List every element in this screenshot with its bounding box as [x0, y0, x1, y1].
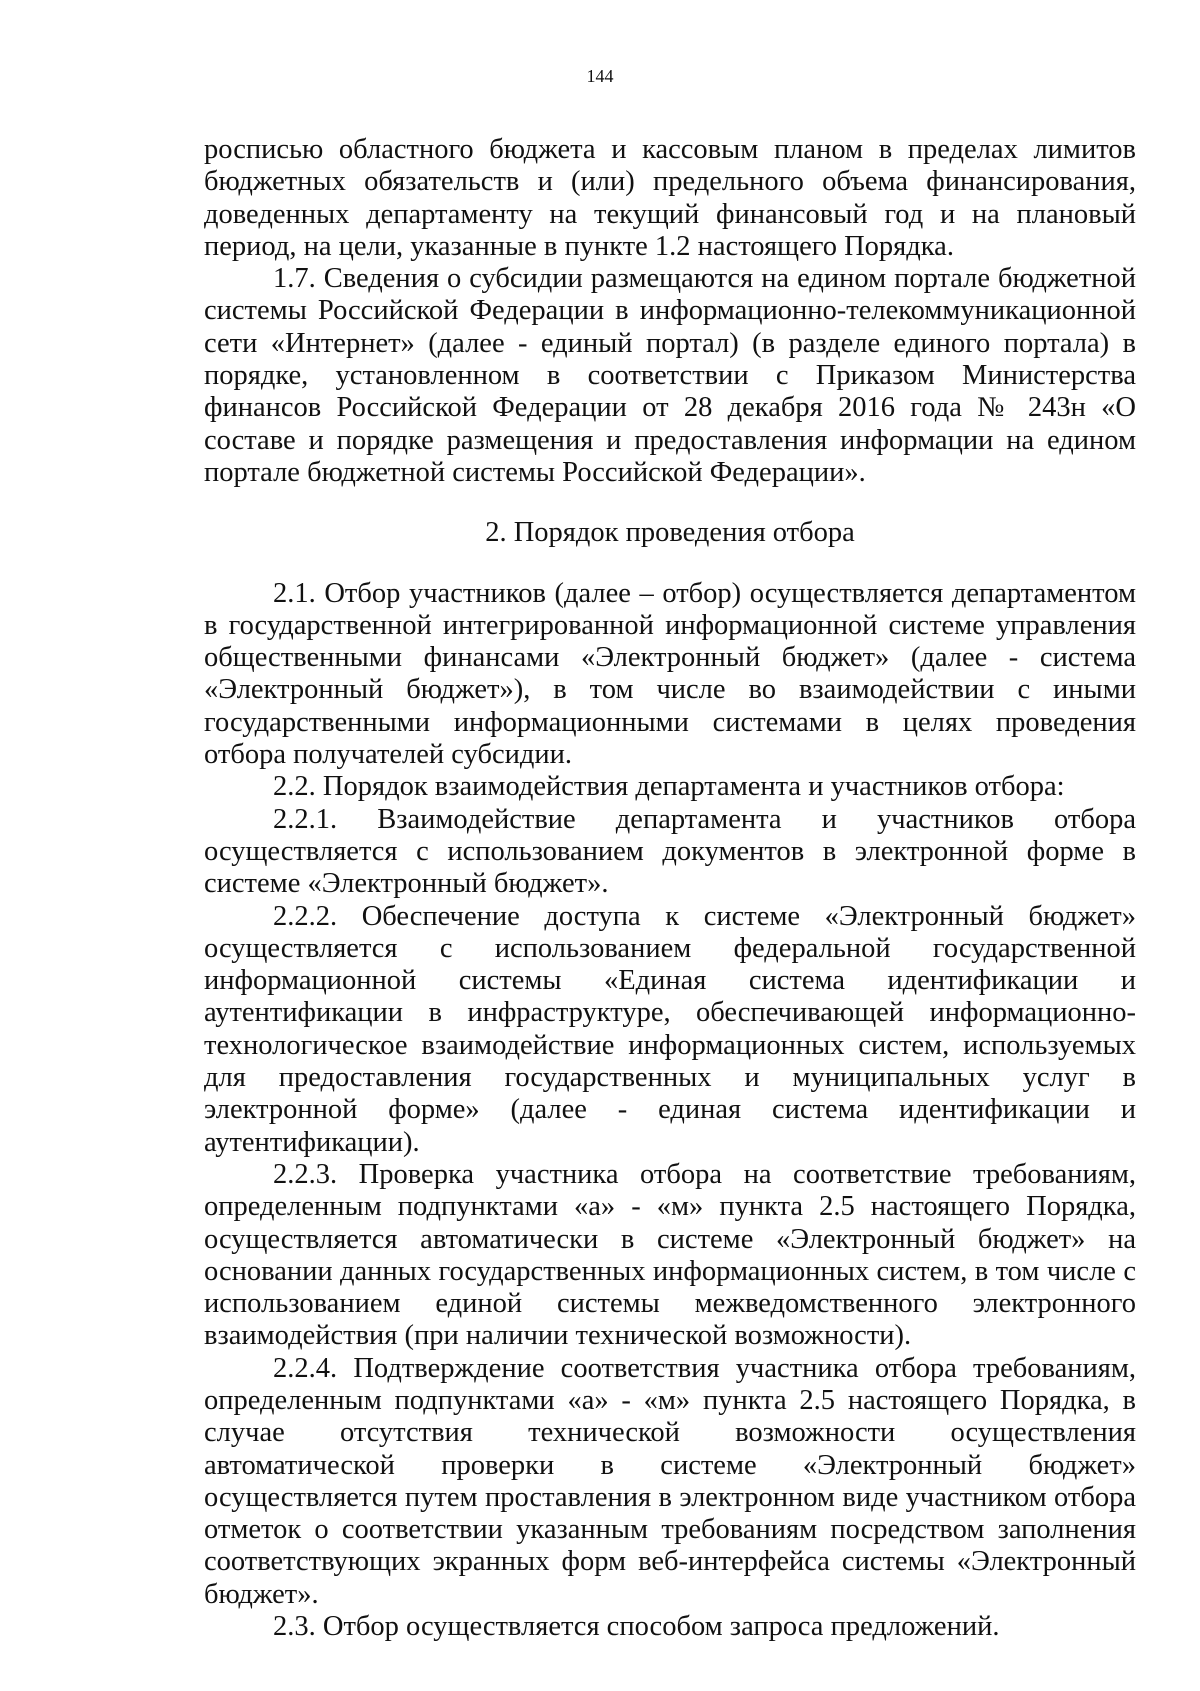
- paragraph-2-3: 2.3. Отбор осуществляется способом запроса предложений.: [273, 1611, 1000, 1643]
- paragraph-2-1: 2.1. Отбор участников (далее – отбор) осуществляется департаментом в государственной интегрированной информационной системе управления общественными финансами «Электронный бюджет» (далее - система «Электронный бюджет»), в том числе во взаимодействии с иными государственными информационными системами в целях проведения отбора получателей субсидии.: [204, 577, 1136, 771]
- paragraph-2-2-3: 2.2.3. Проверка участника отбора на соответствие требованиям, определенным подпунктами «а» - «м» пункта 2.5 настоящего Порядка, осуществляется автоматически в системе «Электронный бюджет» на основании данных государственных информационных систем, в том числе с использованием единой системы межведомственного электронного взаимодействия (при наличии технической возможности).: [204, 1158, 1136, 1352]
- paragraph-2-2-1: 2.2.1. Взаимодействие департамента и участников отбора осуществляется с использованием документов в электронной форме в системе «Электронный бюджет».: [204, 803, 1136, 900]
- paragraph-1-7: 1.7. Сведения о субсидии размещаются на едином портале бюджетной системы Российской Федерации в информационно-телекоммуникационной сети «Интернет» (далее - единый портал) (в разделе единого портала) в порядке, установленном в соответствии с Приказом Министерства финансов Российской Федерации от 28 декабря 2016 года № 243н «О составе и порядке размещения и предоставления информации на едином портале бюджетной системы Российской Федерации».: [204, 263, 1136, 488]
- paragraph-2-2: 2.2. Порядок взаимодействия департамента и участников отбора:: [273, 771, 1065, 803]
- page-number: 144: [586, 66, 614, 86]
- paragraph-2-2-2: 2.2.2. Обеспечение доступа к системе «Электронный бюджет» осуществляется с использованием федеральной государственной информационной системы «Единая система идентификации и аутентификации в инфраструктуре, обеспечивающей информационно-технологическое взаимодействие информационных систем, используемых для предоставления государственных и муниципальных услуг в электронной форме» (далее - единая система идентификации и аутентификации).: [204, 900, 1136, 1158]
- document-body: [204, 134, 1136, 1643]
- section-heading-2: 2. Порядок проведения отбора: [485, 517, 855, 549]
- paragraph-2-2-4: 2.2.4. Подтверждение соответствия участника отбора требованиям, определенным подпунктами «а» - «м» пункта 2.5 настоящего Порядка, в случае отсутствия технической возможности осуществления автоматической проверки в системе «Электронный бюджет» осуществляется путем проставления в электронном виде участником отбора отметок о соответствии указанным требованиям посредством заполнения соответствующих экранных форм веб-интерфейса системы «Электронный бюджет».: [204, 1352, 1136, 1610]
- paragraph-continuation: росписью областного бюджета и кассовым планом в пределах лимитов бюджетных обязательств и (или) предельного объема финансирования, доведенных департаменту на текущий финансовый год и на плановый период, на цели, указанные в пункте 1.2 настоящего Порядка.: [204, 134, 1136, 262]
